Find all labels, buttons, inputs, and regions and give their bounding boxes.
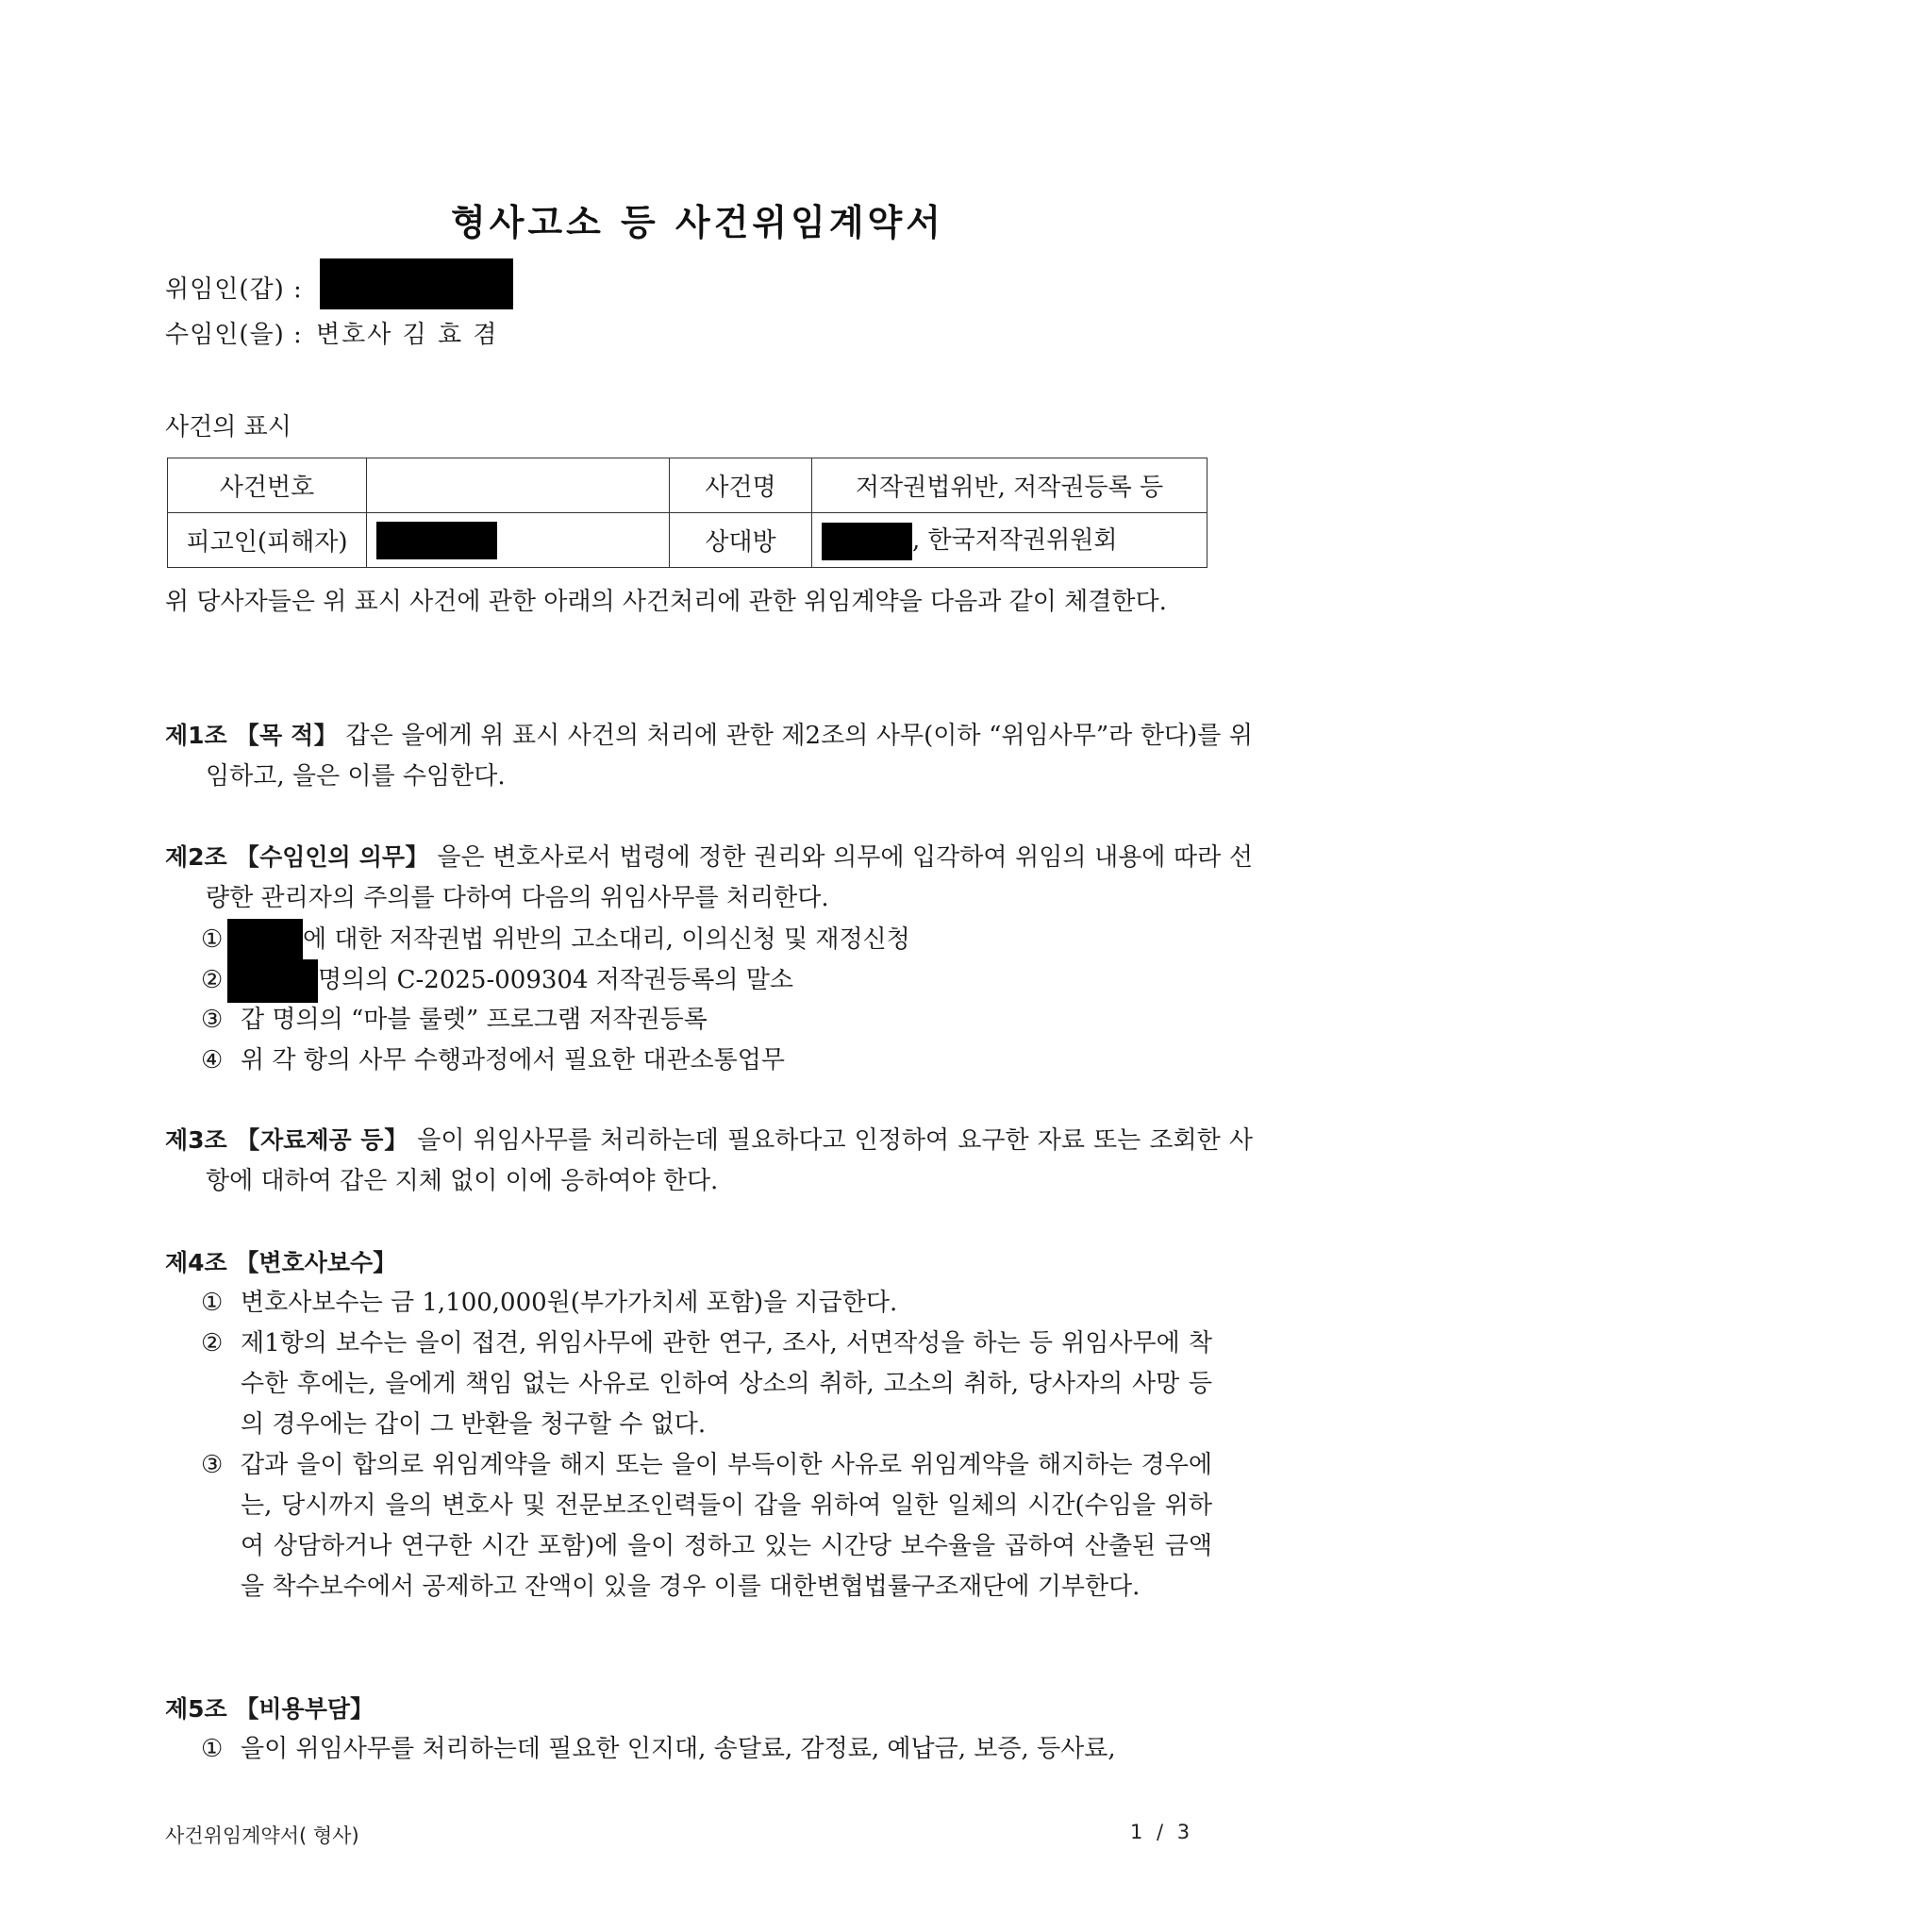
item-number: ① [201,1735,224,1763]
case-name-value: 저작권법위반, 저작권등록 등 [812,458,1208,513]
article-5-heading-text: 제5조 【비용부담】 [165,1695,374,1723]
counterparty-label: 상대방 [670,513,812,568]
article-1-body: 갑은 을에게 위 표시 사건의 처리에 관한 제2조의 사무(이하 “위임사무”라 한다)를 위임하고, 을은 이를 수임한다. [206,722,1254,791]
article-4-heading-text: 제4조 【변호사보수】 [165,1249,397,1276]
item-number: ④ [201,1046,224,1074]
item-text: 제1항의 보수는 을이 접견, 위임사무에 관한 연구, 조사, 서면작성을 하는 등 위임사무에 착수한 후에는, 을에게 책임 없는 사유로 인하여 상소의 취하, 고소의 취하, 당사자의 사망 등의 경우에는 갑이 그 반환을 청구할 수 없다. [241,1329,1212,1439]
article-1-heading: 제1조 【목 적】 [165,722,338,749]
list-item [201,919,910,962]
list-item [201,1041,785,1081]
article-4-heading [165,1242,1212,1284]
item-number: ② [201,966,224,994]
item-number: ③ [201,1451,224,1479]
item-text: 위 각 항의 사무 수행과정에서 필요한 대관소통업무 [241,1046,786,1074]
list-item [201,959,793,1003]
item-number: ③ [201,1006,224,1034]
article-3-heading: 제3조 【자료제공 등】 [165,1126,409,1154]
table-row [168,458,1208,513]
article-5-heading [165,1689,1212,1730]
list-item [201,1729,1212,1770]
list-item [201,1000,708,1041]
footer-document-name: 사건위임계약서( 형사) [165,1824,359,1847]
item-text: 에 대한 저작권법 위반의 고소대리, 이의신청 및 재정신청 [303,925,910,954]
article-1 [165,715,1253,797]
item-number: ① [201,1289,224,1317]
page-number: 1 / 3 [1130,1821,1191,1843]
case-name-label: 사건명 [670,458,812,513]
client-label: 위임인(갑) : [165,275,303,304]
article-2-body: 을은 변호사로서 법령에 정한 권리와 의무에 입각하여 위임의 내용에 따라 선량한 관리자의 주의를 다하여 다음의 위임사무를 처리한다. [206,843,1253,912]
article-2-heading: 제2조 【수임인의 의무】 [165,843,429,871]
article-3 [165,1120,1253,1202]
item-number: ② [201,1329,224,1357]
defendant-value [367,513,670,568]
attorney-name: 변호사 김 효 겸 [316,321,499,349]
item-text: 갑 명의의 “마블 룰렛” 프로그램 저작권등록 [241,1006,708,1034]
attorney-line [165,323,499,347]
client-line [165,272,513,309]
case-number-value [367,458,670,513]
case-table [167,458,1208,568]
list-item [201,1445,1212,1607]
list-item [201,1324,1212,1445]
counterparty-value: , 한국저작권위원회 [912,525,1118,555]
counterparty-value-cell [812,513,1208,568]
defendant-label: 피고인(피해자) [168,513,367,568]
item-text: 명의의 C-2025-009304 저작권등록의 말소 [318,966,793,994]
item-text: 을이 위임사무를 처리하는데 필요한 인지대, 송달료, 감정료, 예납금, 보증, 등사료, [241,1735,1116,1763]
case-number-label: 사건번호 [168,458,367,513]
article-3-body: 을이 위임사무를 처리하는데 필요하다고 인정하여 요구한 자료 또는 조회한 사항에 대하여 갑은 지체 없이 이에 응하여야 한다. [206,1126,1253,1195]
table-row [168,513,1208,568]
case-section-label: 사건의 표시 [165,413,291,441]
item-text: 변호사보수는 금 1,100,000원(부가가치세 포함)을 지급한다. [241,1289,898,1317]
list-item [201,1283,1212,1324]
redacted-counterparty-name [822,523,912,560]
attorney-label: 수임인(을) : [165,321,303,349]
document-title: 형사고소 등 사건위임계약서 [451,202,944,243]
redacted-party-name [227,959,318,1003]
redacted-client-name [320,258,513,309]
redacted-defendant-name [376,522,497,559]
intro-paragraph: 위 당사자들은 위 표시 사건에 관한 아래의 사건처리에 관한 위임계약을 다음과 같이 체결한다. [165,588,1167,616]
item-number: ① [201,925,224,954]
redacted-party-name [227,919,303,962]
article-2 [165,837,1253,919]
item-text: 갑과 을이 합의로 위임계약을 해지 또는 을이 부득이한 사유로 위임계약을 해지하는 경우에는, 당시까지 을의 변호사 및 전문보조인력들이 갑을 위하여 일한 일체의 시간(수임을 위하여 상담하거나 연구한 시간 포함)에 을이 정하고 있는 시간당 보수율을 곱하여 산출된 금액을 착수보수에서 공제하고 잔액이 있을 경우 이를 대한변협법률구조재단에 기부한다. [241,1451,1212,1601]
